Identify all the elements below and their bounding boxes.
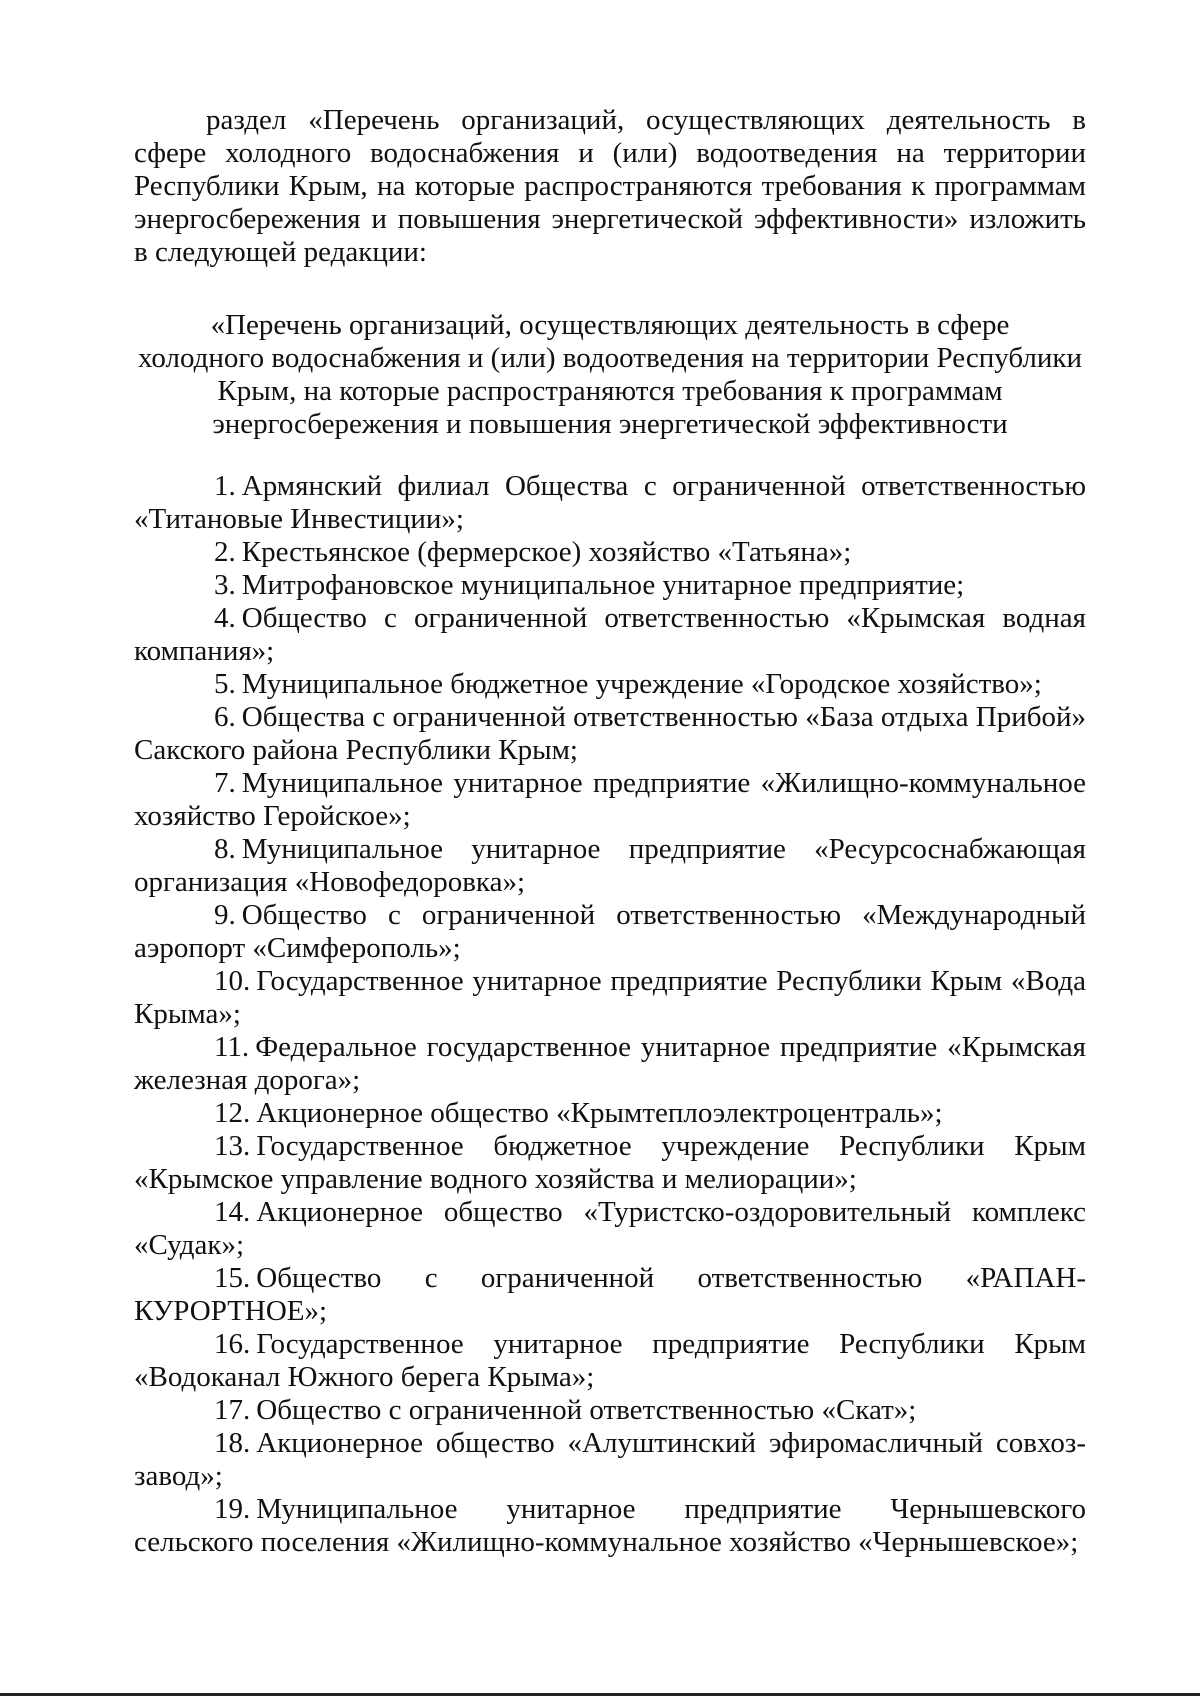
- list-item: [134, 899, 1086, 965]
- item-number: 19.: [214, 1493, 251, 1525]
- list-item: [134, 569, 1086, 602]
- item-number: 18.: [214, 1427, 251, 1459]
- item-text: Муниципальное бюджетное учреждение «Городское хозяйство»;: [241, 668, 1042, 700]
- item-number: 10.: [214, 965, 251, 997]
- item-number: 1.: [214, 470, 236, 502]
- item-number: 6.: [214, 701, 236, 733]
- item-text: Муниципальное унитарное предприятие Чернышевского сельского поселения «Жилищно-коммунальное хозяйство «Чернышевское»;: [134, 1493, 1086, 1558]
- list-title-line: Крым, на которые распространяются требования к программам: [217, 375, 1003, 407]
- list-title-line: холодного водоснабжения и (или) водоотведения на территории Республики: [137, 342, 1082, 374]
- item-number: 17.: [214, 1394, 251, 1426]
- item-number: 7.: [214, 767, 236, 799]
- item-text: Акционерное общество «Крымтеплоэлектроцентраль»;: [256, 1097, 943, 1129]
- item-number: 14.: [214, 1196, 251, 1228]
- item-number: 16.: [214, 1328, 251, 1360]
- list-item: [134, 1328, 1086, 1394]
- item-text: Муниципальное унитарное предприятие «Жилищно-коммунальное хозяйство Геройское»;: [134, 767, 1086, 832]
- item-text: Государственное бюджетное учреждение Республики Крым «Крымское управление водного хозяйства и мелиорации»;: [134, 1130, 1086, 1195]
- item-text: Общества с ограниченной ответственностью «База отдыха Прибой» Сакского района Республики Крым;: [134, 701, 1086, 766]
- item-number: 11.: [214, 1031, 250, 1063]
- list-item: [134, 701, 1086, 767]
- bottom-rule: [0, 1693, 1200, 1696]
- item-text: Общество с ограниченной ответственностью «Скат»;: [256, 1394, 917, 1426]
- item-text: Акционерное общество «Туристско-оздоровительный комплекс «Судак»;: [134, 1196, 1086, 1261]
- organization-list: [134, 470, 1086, 1559]
- list-title-line: «Перечень организаций, осуществляющих деятельность в сфере: [210, 309, 1010, 341]
- intro-paragraph: раздел «Перечень организаций, осуществляющих деятельность в сфере холодного водоснабжения и (или) водоотведения на территории Республики Крым, на которые распространяются требования к программам энергосбережения и повышения энергетической эффективности» изложить в следующей редакции:: [134, 104, 1086, 268]
- item-number: 12.: [214, 1097, 251, 1129]
- list-item: [134, 668, 1086, 701]
- list-item: [134, 470, 1086, 536]
- item-text: Общество с ограниченной ответственностью «Крымская водная компания»;: [134, 602, 1086, 667]
- item-text: Крестьянское (фермерское) хозяйство «Татьяна»;: [241, 536, 852, 568]
- item-text: Общество с ограниченной ответственностью «Международный аэропорт «Симферополь»;: [134, 899, 1086, 964]
- list-title: [134, 309, 1086, 441]
- list-item: [134, 833, 1086, 899]
- item-number: 3.: [214, 569, 236, 601]
- item-number: 4.: [214, 602, 236, 634]
- list-item: [134, 1130, 1086, 1196]
- item-text: Армянский филиал Общества с ограниченной ответственностью «Титановые Инвестиции»;: [134, 470, 1086, 535]
- list-item: [134, 767, 1086, 833]
- item-number: 9.: [214, 899, 236, 931]
- list-item: [134, 602, 1086, 668]
- list-item: [134, 1262, 1086, 1328]
- item-text: Муниципальное унитарное предприятие «Ресурсоснабжающая организация «Новофедоровка»;: [134, 833, 1086, 898]
- item-text: Общество с ограниченной ответственностью «РАПАН-КУРОРТНОЕ»;: [134, 1262, 1086, 1327]
- list-item: [134, 1394, 1086, 1427]
- item-text: Митрофановское муниципальное унитарное предприятие;: [241, 569, 965, 601]
- list-item: [134, 1196, 1086, 1262]
- item-text: Акционерное общество «Алуштинский эфиромасличный совхоз-завод»;: [134, 1427, 1086, 1492]
- item-number: 2.: [214, 536, 236, 568]
- list-title-line: энергосбережения и повышения энергетической эффективности: [212, 408, 1008, 440]
- list-item: [134, 1493, 1086, 1559]
- list-item: [134, 1097, 1086, 1130]
- item-text: Федеральное государственное унитарное предприятие «Крымская железная дорога»;: [134, 1031, 1086, 1096]
- list-item: [134, 965, 1086, 1031]
- item-number: 15.: [214, 1262, 251, 1294]
- item-text: Государственное унитарное предприятие Республики Крым «Водоканал Южного берега Крыма»;: [134, 1328, 1086, 1393]
- item-number: 5.: [214, 668, 236, 700]
- item-number: 8.: [214, 833, 236, 865]
- item-number: 13.: [214, 1130, 251, 1162]
- item-text: Государственное унитарное предприятие Республики Крым «Вода Крыма»;: [134, 965, 1086, 1030]
- list-item: [134, 536, 1086, 569]
- list-item: [134, 1427, 1086, 1493]
- list-item: [134, 1031, 1086, 1097]
